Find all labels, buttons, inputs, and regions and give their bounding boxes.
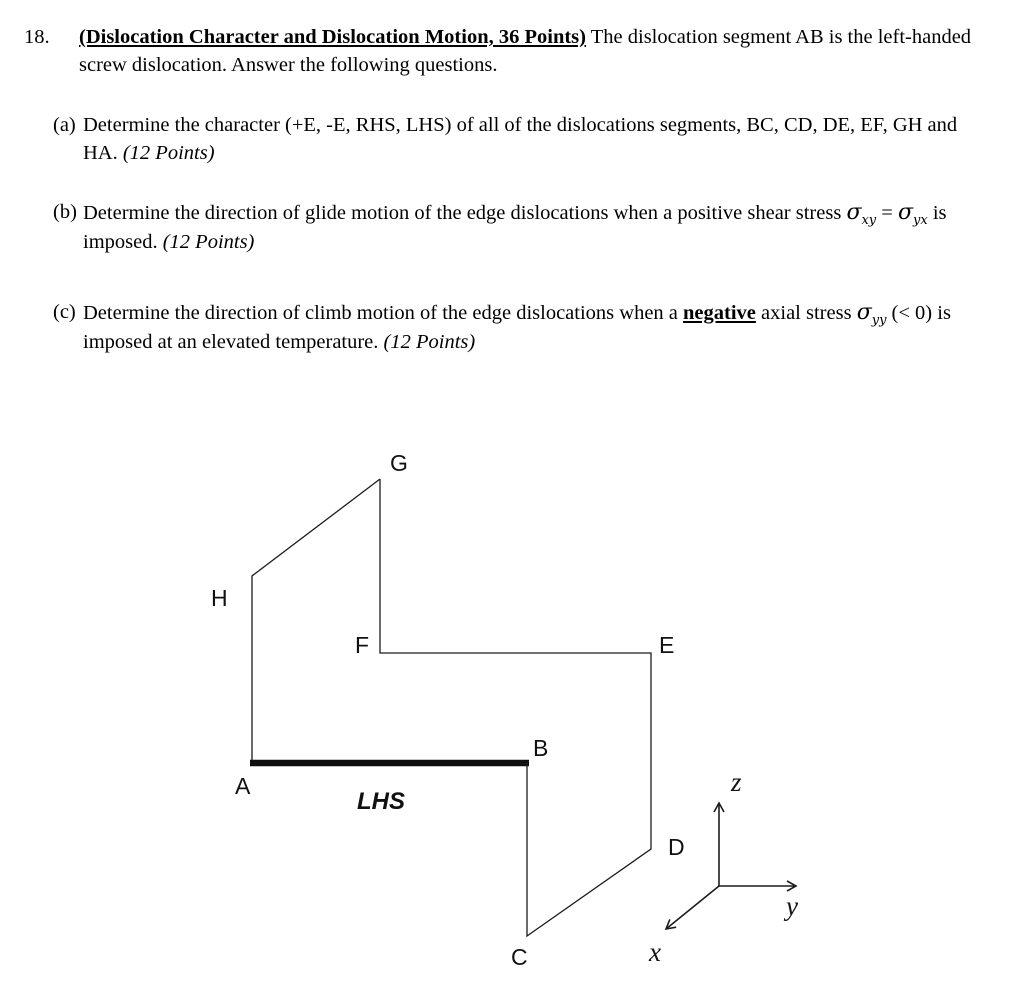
coordinate-axes — [648, 767, 798, 967]
part-c-points: (12 Points) — [383, 331, 476, 354]
part-c-text1: Determine the direction of climb motion of the edge dislocations when a — [83, 301, 678, 324]
y-axis-label: y — [786, 891, 798, 921]
point-label-F: F — [355, 632, 370, 658]
part-b-text2: is imposed. — [83, 202, 947, 254]
sigma-yx: $\sigma_{yx}$ — [897, 200, 928, 229]
segment-G-H-A — [252, 479, 380, 763]
sigma-xy: $\sigma_{xy}$ — [846, 200, 877, 229]
point-label-E: E — [659, 632, 675, 658]
point-label-C: C — [511, 944, 528, 970]
problem-title: (Dislocation Character and Dislocation Motion, 36 Points) — [79, 26, 586, 48]
point-label-D: D — [668, 834, 685, 860]
part-a-label: (a) — [53, 113, 76, 136]
point-label-G: G — [390, 450, 408, 476]
z-axis-label: z — [731, 767, 742, 797]
point-label-B: B — [533, 735, 549, 761]
part-c-text2: axial stress — [761, 301, 852, 324]
part-a-text: Determine the character (+E, -E, RHS, LHS) of all of the dislocations segments, BC, CD, DE, EF, GH and HA. — [83, 113, 958, 164]
part-c-text3: (< 0) is imposed at an elevated temperature. — [83, 301, 951, 354]
x-axis-arrow — [666, 886, 719, 929]
sigma-yy: $\sigma_{yy}$ — [856, 299, 887, 328]
point-label-A: A — [235, 773, 251, 799]
lhs-annotation: LHS — [357, 788, 405, 815]
part-b-label: (b) — [53, 201, 77, 224]
part-b-text1: Determine the direction of glide motion of the edge dislocations when a positive shear stress — [83, 202, 842, 225]
x-axis-label: x — [649, 937, 661, 967]
part-b-points: (12 Points) — [162, 231, 255, 254]
segment-B-C-D-E-F-G — [380, 479, 651, 936]
part-a-points: (12 Points) — [122, 141, 215, 164]
part-c-label: (c) — [53, 300, 76, 323]
point-label-H: H — [211, 585, 228, 611]
part-c-emphasis: negative — [683, 301, 756, 324]
problem-number: 18. — [24, 26, 50, 48]
equals-sign: = — [881, 202, 893, 225]
problem-intro-text: The dislocation segment AB is the left-handed screw dislocation. Answer the following questions. — [79, 26, 972, 77]
